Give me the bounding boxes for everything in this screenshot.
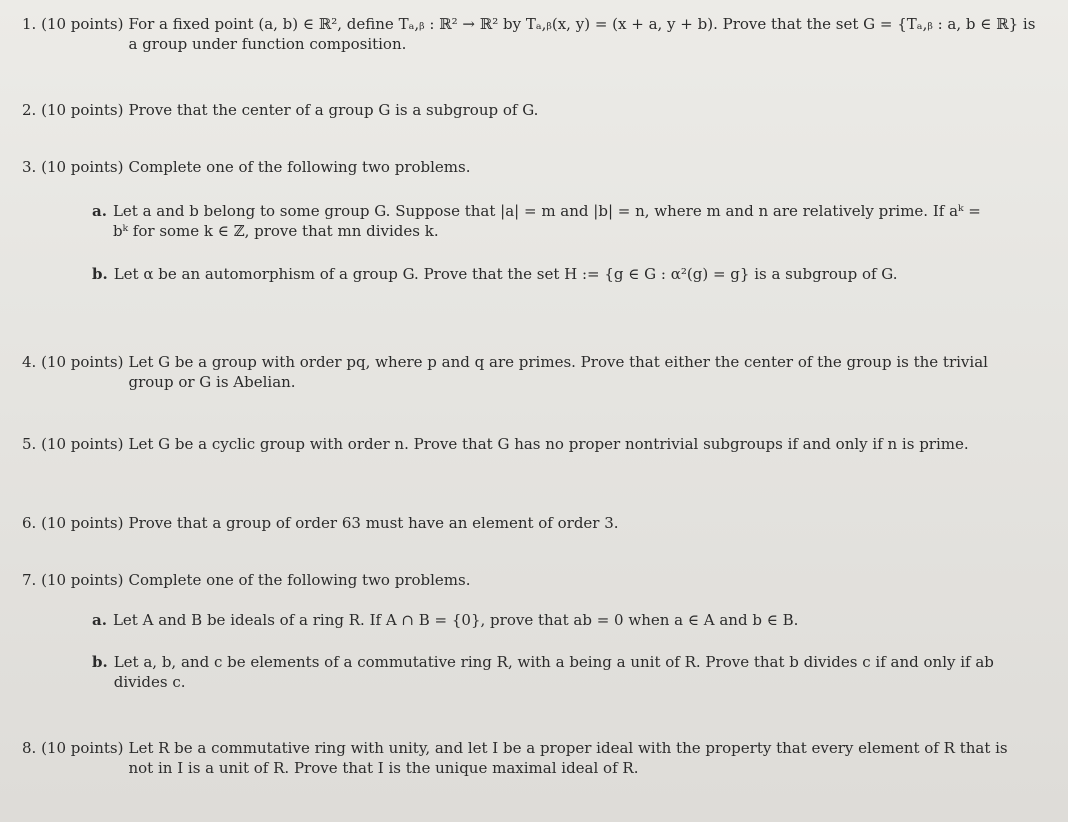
problem-3b [92,264,997,284]
problem-text: Prove that the center of a group G is a subgroup of G. [128,101,539,119]
part-letter: a. [92,202,107,220]
part-text: Let A and B be ideals of a ring R. If A ∩ B = {0}, prove that ab = 0 when a ∈ A and b ∈ B. [112,611,799,629]
problem-number: 3. (10 points) [22,158,124,176]
problem-text: Let G be a group with order pq, where p and q are primes. Prove that either the center of the group is the trivial group or G is Abelian. [128,353,988,391]
problem-intro: Complete one of the following two problems. [128,571,471,589]
problem-6 [22,513,1037,533]
problem-4 [22,352,1037,392]
problem-intro: Complete one of the following two problems. [128,158,471,176]
part-letter: a. [92,611,107,629]
part-text: Let α be an automorphism of a group G. Prove that the set H := {g ∈ G : α²(g) = g} is a subgroup of G. [113,265,898,283]
problem-7b [92,652,997,692]
problem-text: For a fixed point (a, b) ∈ ℝ², define Tₐ,ᵦ : ℝ² → ℝ² by Tₐ,ᵦ(x, y) = (x + a, y + b). Prove that the set G = {Tₐ,ᵦ : a, b ∈ ℝ} is a group under function composition. [128,15,1036,53]
part-text: Let a and b belong to some group G. Suppose that |a| = m and |b| = n, where m and n are relatively prime. If aᵏ = bᵏ for some k ∈ ℤ, prove that mn divides k. [112,202,981,240]
problem-1 [22,14,1037,54]
problem-number: 4. (10 points) [22,353,124,371]
problem-3 [22,157,1037,177]
problem-number: 2. (10 points) [22,101,124,119]
problem-5 [22,434,1037,454]
problem-text: Let G be a cyclic group with order n. Prove that G has no proper nontrivial subgroups if and only if n is prime. [128,435,969,453]
problem-number: 5. (10 points) [22,435,124,453]
problem-text: Prove that a group of order 63 must have an element of order 3. [128,514,619,532]
part-letter: b. [92,653,108,671]
part-letter: b. [92,265,108,283]
problem-7 [22,570,1037,590]
problem-number: 8. (10 points) [22,739,124,757]
problem-number: 7. (10 points) [22,571,124,589]
problem-number: 6. (10 points) [22,514,124,532]
problem-3a [92,201,997,241]
problem-text: Let R be a commutative ring with unity, and let I be a proper ideal with the property that every element of R that is not in I is a unit of R. Prove that I is the unique maximal ideal of R. [128,739,1008,777]
part-text: Let a, b, and c be elements of a commutative ring R, with a being a unit of R. Prove that b divides c if and only if ab divides c. [113,653,994,691]
problem-8 [22,738,1037,778]
problem-number: 1. (10 points) [22,15,124,33]
problem-2 [22,100,1037,120]
problem-7a [92,610,997,630]
